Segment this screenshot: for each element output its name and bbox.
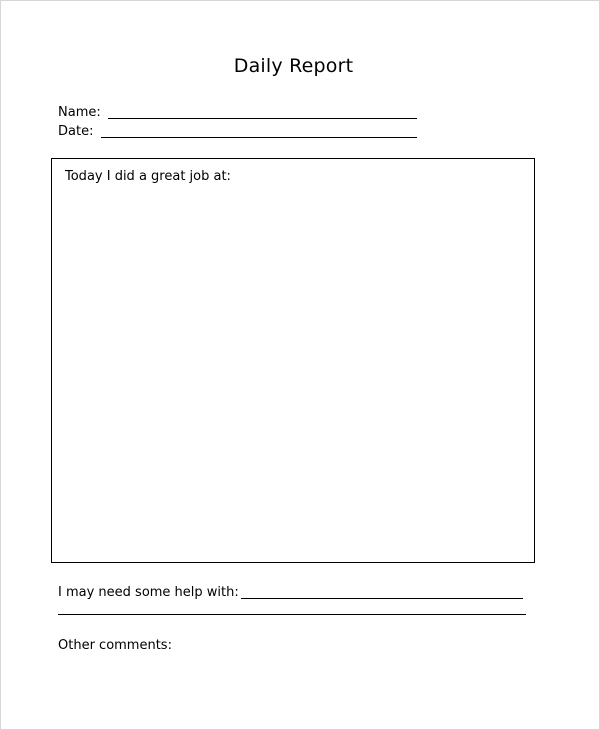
comments-label: Other comments:: [58, 638, 172, 653]
help-field-row: [58, 584, 528, 602]
date-field-row: [58, 123, 423, 141]
great-job-box[interactable]: [51, 158, 535, 563]
name-fill-line[interactable]: [108, 118, 417, 119]
comments-field-row: [58, 637, 258, 655]
date-fill-line[interactable]: [101, 137, 417, 138]
help-label: I may need some help with:: [58, 585, 239, 600]
great-job-prompt: Today I did a great job at:: [65, 169, 231, 184]
help-fill-line-2[interactable]: [58, 614, 526, 615]
name-field-row: [58, 104, 423, 122]
help-fill-line[interactable]: [241, 598, 523, 599]
name-label: Name:: [58, 105, 101, 120]
page-title: Daily Report: [233, 55, 354, 77]
date-label: Date:: [58, 124, 94, 139]
